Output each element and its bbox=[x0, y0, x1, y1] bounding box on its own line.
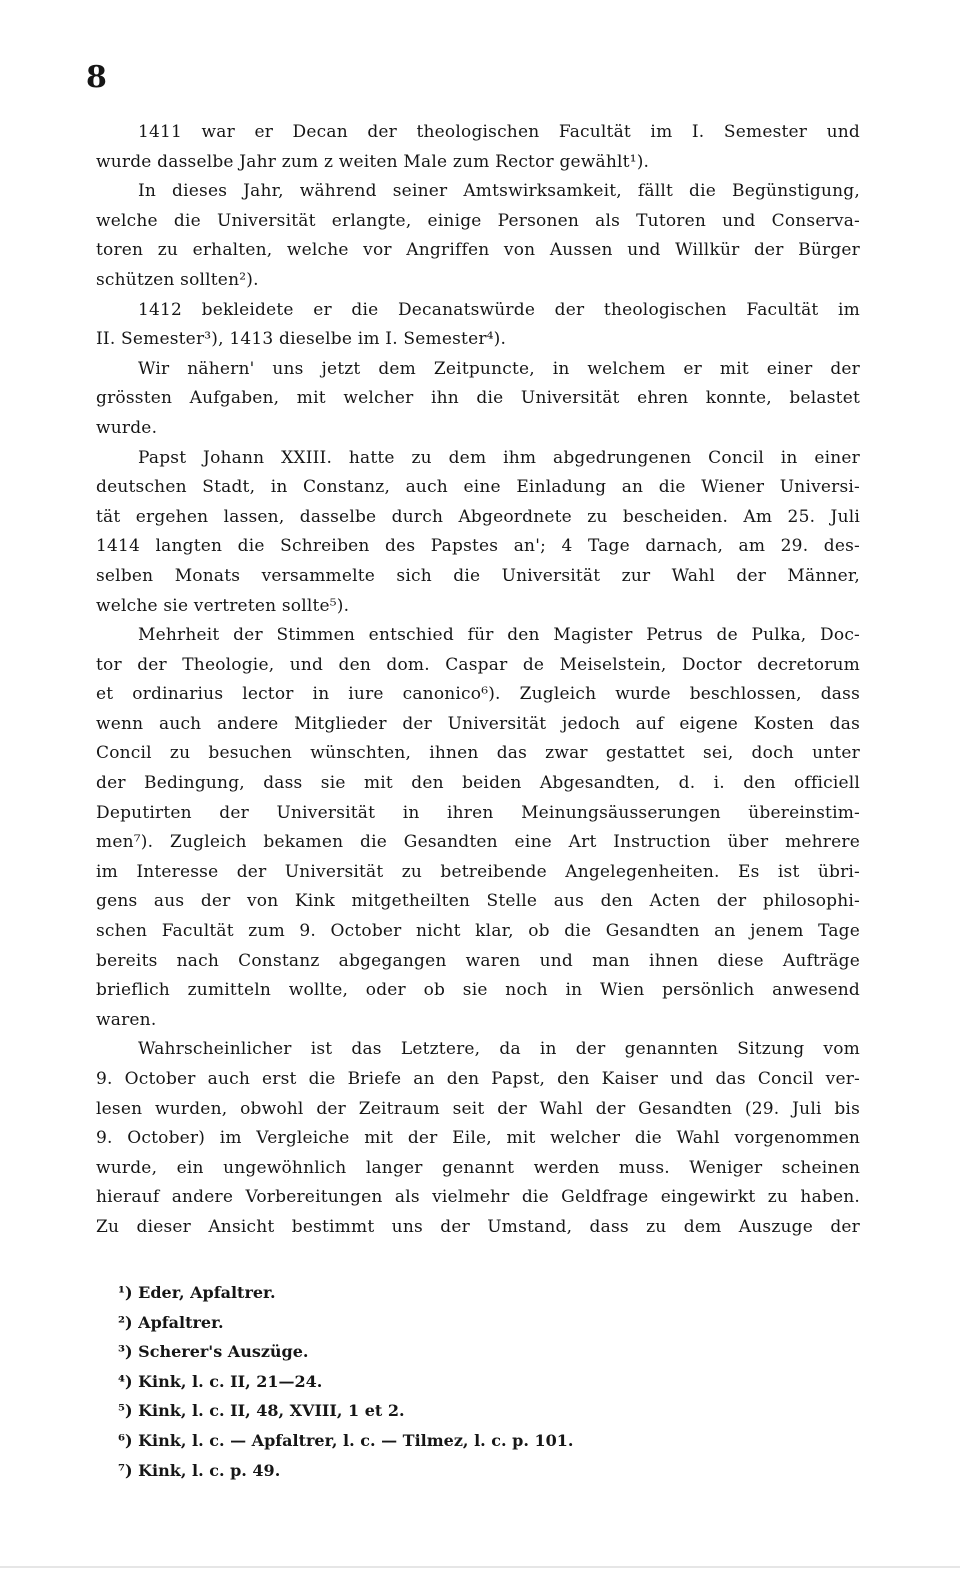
text-line: gens aus der von Kink mitgetheilten Stelle aus den Acten der philosophi- bbox=[96, 891, 860, 912]
text-line: 9. October) im Vergleiche mit der Eile, mit welcher die Wahl vorgenommen bbox=[96, 1128, 860, 1149]
text-line: schützen sollten²). bbox=[96, 269, 259, 290]
body-text bbox=[96, 118, 860, 1243]
text-line: deutschen Stadt, in Constanz, auch eine Einladung an die Wiener Universi- bbox=[96, 477, 860, 498]
footnote: ⁷) Kink, l. c. p. 49. bbox=[118, 1460, 281, 1480]
text-line: der Bedingung, dass sie mit den beiden Abgesandten, d. i. den officiell bbox=[96, 773, 860, 794]
footnote: ⁶) Kink, l. c. — Apfaltrer, l. c. — Tilmez, l. c. p. 101. bbox=[118, 1430, 574, 1450]
text-line: Wir nähern' uns jetzt dem Zeitpuncte, in welchem er mit einer der bbox=[138, 358, 860, 379]
text-line: et ordinarius lector in iure canonico⁶). Zugleich wurde beschlossen, dass bbox=[96, 684, 860, 705]
footnote: ²) Apfaltrer. bbox=[118, 1312, 224, 1332]
text-line: hierauf andere Vorbereitungen als vielmehr die Geldfrage eingewirkt zu haben. bbox=[96, 1187, 860, 1208]
text-line: selben Monats versammelte sich die Universität zur Wahl der Männer, bbox=[96, 565, 860, 586]
text-line: lesen wurden, obwohl der Zeitraum seit der Wahl der Gesandten (29. Juli bis bbox=[96, 1098, 860, 1119]
text-line: welche die Universität erlangte, einige Personen als Tutoren und Conserva- bbox=[96, 210, 860, 231]
text-line: Papst Johann XXIII. hatte zu dem ihm abgedrungenen Concil in einer bbox=[138, 447, 860, 468]
text-line: tor der Theologie, und den dom. Caspar de Meiselstein, Doctor decretorum bbox=[96, 654, 860, 675]
text-line: toren zu erhalten, welche vor Angriffen von Aussen und Willkür der Bürger bbox=[96, 240, 860, 261]
footnote: ³) Scherer's Auszüge. bbox=[118, 1342, 309, 1362]
text-line: brieflich zumitteln wollte, oder ob sie noch in Wien persönlich anwesend bbox=[96, 980, 860, 1001]
text-line: wurde. bbox=[96, 417, 158, 438]
text-line: bereits nach Constanz abgegangen waren und man ihnen diese Aufträge bbox=[96, 950, 860, 971]
text-line: men⁷). Zugleich bekamen die Gesandten eine Art Instruction über mehrere bbox=[96, 832, 860, 853]
text-line: Wahrscheinlicher ist das Letztere, da in der genannten Sitzung vom bbox=[138, 1039, 860, 1060]
text-line: 1414 langten die Schreiben des Papstes an'; 4 Tage darnach, am 29. des- bbox=[96, 536, 860, 557]
text-line: schen Facultät zum 9. October nicht klar, ob die Gesandten an jenem Tage bbox=[96, 921, 860, 942]
text-line: tät ergehen lassen, dasselbe durch Abgeordnete zu bescheiden. Am 25. Juli bbox=[96, 506, 860, 527]
text-line: In dieses Jahr, während seiner Amtswirksamkeit, fällt die Begünstigung, bbox=[138, 181, 860, 202]
text-line: II. Semester³), 1413 dieselbe im I. Semester⁴). bbox=[96, 329, 507, 350]
text-line: Deputirten der Universität in ihren Meinungsäusserungen übereinstim- bbox=[96, 802, 860, 823]
text-line: grössten Aufgaben, mit welcher ihn die Universität ehren konnte, belastet bbox=[96, 388, 860, 409]
page-bottom-edge bbox=[0, 1566, 960, 1568]
footnote: ⁴) Kink, l. c. II, 21—24. bbox=[118, 1371, 323, 1391]
text-line: im Interesse der Universität zu betreibende Angelegenheiten. Es ist übri- bbox=[96, 861, 860, 882]
text-line: 1412 bekleidete er die Decanatswürde der theologischen Facultät im bbox=[138, 299, 860, 320]
text-line: 1411 war er Decan der theologischen Facultät im I. Semester und bbox=[138, 122, 860, 142]
text-line: Concil zu besuchen wünschten, ihnen das zwar gestattet sei, doch unter bbox=[96, 743, 860, 764]
text-line: waren. bbox=[96, 1009, 157, 1030]
text-line: wurde, ein ungewöhnlich langer genannt werden muss. Weniger scheinen bbox=[96, 1157, 860, 1178]
footnote: ⁵) Kink, l. c. II, 48, XVIII, 1 et 2. bbox=[118, 1401, 405, 1421]
text-line: wurde dasselbe Jahr zum z weiten Male zum Rector gewählt¹). bbox=[96, 151, 650, 172]
page-number: 8 bbox=[86, 60, 107, 95]
text-line: 9. October auch erst die Briefe an den Papst, den Kaiser und das Concil ver- bbox=[96, 1069, 860, 1089]
text-line: welche sie vertreten sollte⁵). bbox=[96, 595, 350, 616]
footnotes bbox=[118, 1278, 818, 1485]
text-line: wenn auch andere Mitglieder der Universität jedoch auf eigene Kosten das bbox=[96, 713, 860, 734]
text-line: Mehrheit der Stimmen entschied für den Magister Petrus de Pulka, Doc- bbox=[138, 625, 860, 646]
text-line: Zu dieser Ansicht bestimmt uns der Umstand, dass zu dem Auszuge der bbox=[96, 1216, 860, 1237]
footnote: ¹) Eder, Apfaltrer. bbox=[118, 1283, 276, 1302]
